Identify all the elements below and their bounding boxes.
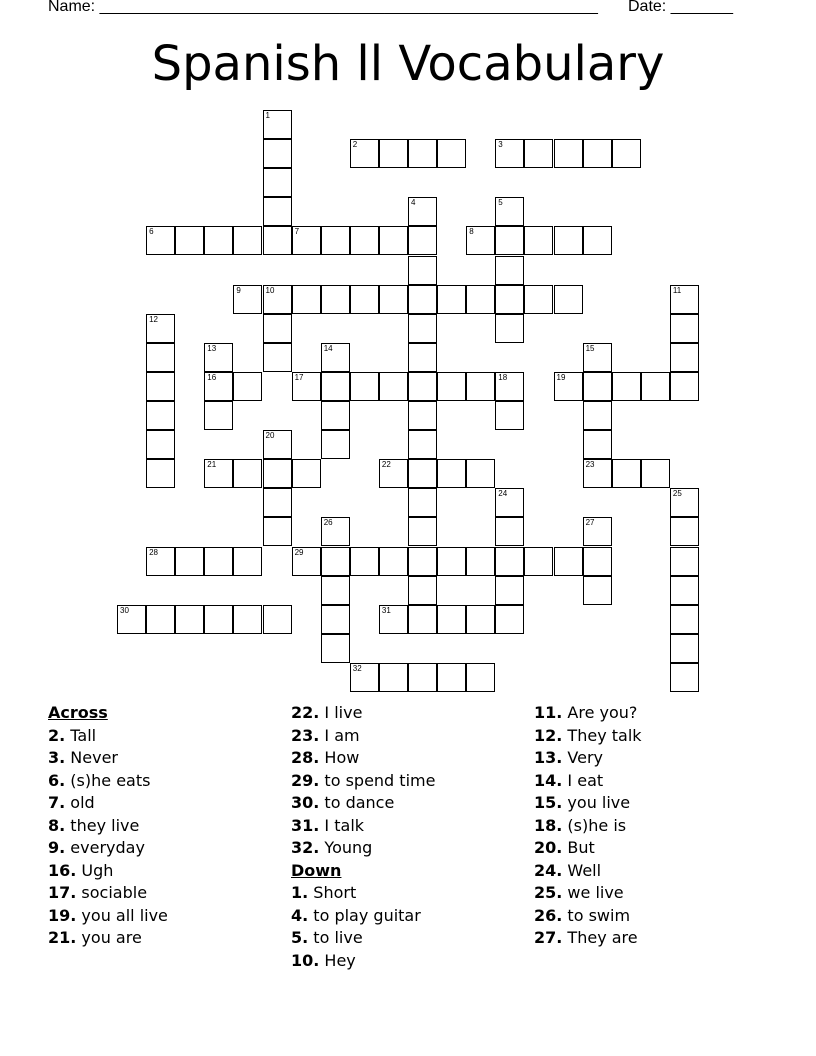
clue-item-text: you live (562, 793, 631, 812)
clue-item-number: 14. (534, 770, 563, 790)
clue-column-2 (291, 702, 435, 972)
crossword-cell[interactable] (379, 226, 408, 255)
crossword-cell[interactable] (670, 314, 699, 343)
clue-item-text: I talk (319, 815, 365, 835)
crossword-cell[interactable] (408, 226, 437, 255)
crossword-cell[interactable] (408, 547, 437, 576)
crossword-cell[interactable] (117, 605, 146, 634)
crossword-cell[interactable] (175, 226, 204, 255)
crossword-cell[interactable] (263, 430, 292, 459)
clue-number: 5 (498, 198, 503, 208)
crossword-cell[interactable] (524, 226, 553, 255)
crossword-cell[interactable] (263, 226, 292, 255)
crossword-cell[interactable] (495, 576, 524, 605)
clue-item (534, 747, 642, 770)
crossword-cell[interactable] (583, 459, 612, 488)
crossword-cell[interactable] (495, 285, 524, 314)
crossword-cell[interactable] (175, 605, 204, 634)
clue-item (291, 770, 435, 793)
crossword-cell[interactable] (233, 459, 262, 488)
clue-item-number: 10. (291, 950, 320, 970)
crossword-cell[interactable] (670, 576, 699, 605)
crossword-cell[interactable] (583, 547, 612, 576)
crossword-grid (117, 110, 699, 692)
clue-item-text: I am (319, 725, 360, 745)
clue-item (534, 905, 642, 928)
crossword-cell[interactable] (495, 401, 524, 430)
crossword-cell[interactable] (554, 139, 583, 168)
clue-item-number: 18. (534, 815, 563, 835)
clue-number: 25 (672, 489, 682, 499)
crossword-cell[interactable] (321, 576, 350, 605)
clue-number: 9 (236, 285, 241, 295)
clue-item-number: 5. (291, 928, 309, 947)
clue-item-number: 29. (291, 770, 320, 790)
clue-number: 14 (323, 343, 333, 353)
clue-item-text: But (562, 838, 595, 857)
clue-item-text: Tall (65, 725, 97, 745)
crossword-cell[interactable] (583, 139, 612, 168)
crossword-cell[interactable] (350, 663, 379, 692)
clue-item-text: Short (308, 883, 357, 902)
crossword-cell[interactable] (408, 285, 437, 314)
crossword-cell[interactable] (263, 139, 292, 168)
clue-number: 27 (585, 518, 595, 528)
clue-item-text: They talk (562, 725, 642, 745)
crossword-cell[interactable] (437, 547, 466, 576)
crossword-cell[interactable] (204, 226, 233, 255)
crossword-cell[interactable] (612, 372, 641, 401)
crossword-cell[interactable] (321, 605, 350, 634)
crossword-cell[interactable] (670, 488, 699, 517)
clue-item (534, 927, 642, 950)
crossword-cell[interactable] (408, 663, 437, 692)
clue-item-number: 23. (291, 725, 320, 745)
crossword-cell[interactable] (146, 605, 175, 634)
clue-item-number: 11. (534, 703, 563, 722)
clue-item (291, 927, 435, 950)
clue-item (291, 747, 435, 770)
crossword-cell[interactable] (495, 139, 524, 168)
clue-item (48, 882, 168, 905)
clue-item (48, 792, 168, 815)
crossword-cell[interactable] (466, 663, 495, 692)
crossword-cell[interactable] (583, 343, 612, 372)
clue-item-number: 12. (534, 725, 563, 745)
clue-item (534, 725, 642, 748)
crossword-cell[interactable] (583, 576, 612, 605)
clue-item-text: Hey (319, 950, 356, 970)
crossword-cell[interactable] (263, 168, 292, 197)
crossword-cell[interactable] (495, 256, 524, 285)
crossword-cell[interactable] (408, 139, 437, 168)
crossword-cell[interactable] (321, 401, 350, 430)
crossword-cell[interactable] (379, 139, 408, 168)
crossword-cell[interactable] (292, 226, 321, 255)
clue-item-number: 8. (48, 815, 66, 835)
clue-column-1 (48, 702, 168, 950)
clue-number: 31 (381, 605, 391, 615)
clue-item (534, 702, 642, 725)
clue-item-text: They are (562, 928, 638, 947)
crossword-cell[interactable] (437, 663, 466, 692)
clue-item-text: (s)he eats (65, 770, 151, 790)
clue-number: 30 (120, 605, 129, 615)
clue-number: 26 (323, 518, 333, 528)
clue-number: 1 (265, 111, 270, 120)
clue-item-text: to live (308, 928, 363, 947)
clue-item-number: 3. (48, 748, 66, 767)
clue-item (48, 747, 168, 770)
crossword-cell[interactable] (670, 547, 699, 576)
crossword-cell[interactable] (495, 314, 524, 343)
clue-item (291, 702, 435, 725)
crossword-cell[interactable] (263, 488, 292, 517)
clue-item-text: old (65, 793, 95, 812)
crossword-cell[interactable] (437, 285, 466, 314)
clue-number: 7 (294, 227, 300, 237)
clue-item-number: 2. (48, 725, 66, 745)
crossword-cell[interactable] (670, 517, 699, 546)
crossword-cell[interactable] (466, 605, 495, 634)
crossword-cell[interactable] (350, 372, 379, 401)
crossword-cell[interactable] (670, 605, 699, 634)
date-field-label[interactable]: Date: _______ (628, 0, 733, 15)
page-title: Spanish ll Vocabulary (151, 36, 665, 92)
clue-item-number: 22. (291, 703, 320, 722)
clue-item-text: to spend time (319, 770, 436, 790)
clue-item-number: 20. (534, 838, 563, 857)
clue-item-text: How (319, 748, 360, 767)
crossword-cell[interactable] (524, 139, 553, 168)
crossword-cell[interactable] (437, 372, 466, 401)
clue-item (291, 725, 435, 748)
clue-number: 10 (265, 285, 275, 295)
clue-column-3 (534, 702, 642, 950)
crossword-cell[interactable] (641, 459, 670, 488)
clue-item (534, 792, 642, 815)
clue-number: 17 (294, 372, 304, 382)
crossword-cell[interactable] (408, 401, 437, 430)
clue-number: 22 (381, 460, 391, 470)
crossword-cell[interactable] (263, 343, 292, 372)
crossword-cell[interactable] (554, 372, 583, 401)
clue-item-text: (s)he is (562, 815, 627, 835)
crossword-cell[interactable] (146, 459, 175, 488)
crossword-cell[interactable] (350, 547, 379, 576)
crossword-cell[interactable] (495, 517, 524, 546)
crossword-cell[interactable] (379, 547, 408, 576)
clue-item-number: 15. (534, 793, 563, 812)
clue-item-number: 25. (534, 883, 563, 902)
clue-item-text: we live (562, 883, 624, 902)
crossword-cell[interactable] (175, 547, 204, 576)
crossword-cell[interactable] (233, 285, 262, 314)
clue-item (534, 860, 642, 883)
clue-number: 2 (352, 140, 358, 150)
crossword-cell[interactable] (146, 226, 175, 255)
crossword-cell[interactable] (466, 547, 495, 576)
crossword-cell[interactable] (146, 401, 175, 430)
crossword-cell[interactable] (233, 226, 262, 255)
crossword-cell[interactable] (204, 459, 233, 488)
crossword-cell[interactable] (321, 430, 350, 459)
crossword-cell[interactable] (321, 372, 350, 401)
clue-number: 21 (207, 460, 217, 470)
crossword-cell[interactable] (495, 197, 524, 226)
clue-item (534, 770, 642, 793)
clue-item-number: 27. (534, 928, 563, 947)
crossword-cell[interactable] (263, 605, 292, 634)
clue-number: 29 (294, 547, 304, 557)
crossword-cell[interactable] (408, 517, 437, 546)
crossword-cell[interactable] (670, 343, 699, 372)
crossword-cell[interactable] (408, 459, 437, 488)
clue-item (291, 905, 435, 928)
crossword-cell[interactable] (146, 343, 175, 372)
crossword-cell[interactable] (466, 459, 495, 488)
name-date-header (48, 0, 733, 16)
crossword-cell[interactable] (321, 343, 350, 372)
crossword-cell[interactable] (524, 285, 553, 314)
down-heading: Down (291, 860, 342, 880)
crossword-cell[interactable] (321, 634, 350, 663)
clue-item-number: 19. (48, 905, 77, 925)
crossword-cell[interactable] (350, 285, 379, 314)
clue-number: 15 (585, 343, 595, 353)
crossword-cell[interactable] (408, 343, 437, 372)
clue-item-text: sociable (76, 883, 148, 902)
crossword-cell[interactable] (612, 459, 641, 488)
clue-number: 19 (556, 372, 566, 382)
crossword-cell[interactable] (292, 547, 321, 576)
clue-item-text: Well (562, 860, 602, 880)
clue-number: 20 (265, 431, 275, 441)
clue-item-text: you all live (76, 905, 168, 925)
crossword-cell[interactable] (292, 372, 321, 401)
crossword-cell[interactable] (379, 605, 408, 634)
clue-number: 8 (469, 227, 474, 237)
crossword-cell[interactable] (408, 314, 437, 343)
crossword-cell[interactable] (583, 430, 612, 459)
clue-item (291, 837, 435, 860)
clue-item-number: 9. (48, 838, 66, 857)
crossword-cell[interactable] (437, 605, 466, 634)
across-heading: Across (48, 703, 108, 722)
clue-number: 3 (498, 140, 503, 150)
crossword-cell[interactable] (466, 226, 495, 255)
clue-item-number: 17. (48, 883, 77, 902)
clue-item-text: I eat (562, 770, 604, 790)
clue-item-text: Never (65, 748, 119, 767)
clue-item-number: 32. (291, 838, 320, 857)
crossword-cell[interactable] (554, 547, 583, 576)
clue-item-text: they live (65, 815, 140, 835)
crossword-cell[interactable] (408, 576, 437, 605)
clue-item-text: Ugh (76, 860, 114, 880)
crossword-cell[interactable] (146, 314, 175, 343)
crossword-cell[interactable] (495, 488, 524, 517)
crossword-cell[interactable] (204, 547, 233, 576)
clue-item (534, 837, 642, 860)
crossword-cell[interactable] (350, 139, 379, 168)
clue-item (48, 905, 168, 928)
clue-item-number: 24. (534, 860, 563, 880)
clue-number: 13 (207, 343, 217, 353)
clue-item-text: to play guitar (308, 905, 421, 925)
crossword-cell[interactable] (146, 430, 175, 459)
crossword-cell[interactable] (408, 430, 437, 459)
crossword-cell[interactable] (670, 634, 699, 663)
crossword-cell[interactable] (204, 372, 233, 401)
clue-item (291, 950, 435, 973)
clue-item (48, 860, 168, 883)
crossword-cell[interactable] (583, 372, 612, 401)
crossword-cell[interactable] (263, 459, 292, 488)
clue-number: 32 (352, 663, 362, 673)
clue-item-number: 28. (291, 748, 320, 767)
crossword-cell[interactable] (670, 372, 699, 401)
clue-item (291, 792, 435, 815)
clue-item-text: you are (76, 928, 142, 947)
clue-item (291, 815, 435, 838)
clue-item-number: 16. (48, 860, 77, 880)
clue-item-text: everyday (65, 838, 145, 857)
crossword-cell[interactable] (233, 372, 262, 401)
crossword-cell[interactable] (292, 459, 321, 488)
clue-item-number: 30. (291, 793, 320, 812)
clue-number: 4 (411, 198, 416, 208)
clue-item-number: 6. (48, 770, 66, 790)
crossword-cell[interactable] (321, 285, 350, 314)
crossword-cell[interactable] (495, 605, 524, 634)
crossword-cell[interactable] (321, 547, 350, 576)
clue-item-number: 31. (291, 815, 320, 835)
crossword-cell[interactable] (583, 401, 612, 430)
crossword-cell[interactable] (612, 139, 641, 168)
clue-item (534, 882, 642, 905)
crossword-cell[interactable] (437, 139, 466, 168)
clue-item-number: 13. (534, 748, 563, 767)
crossword-cell[interactable] (146, 372, 175, 401)
clue-item-text: to swim (562, 905, 631, 925)
crossword-cell[interactable] (408, 256, 437, 285)
crossword-cell[interactable] (146, 547, 175, 576)
crossword-cell[interactable] (263, 314, 292, 343)
clue-item-number: 26. (534, 905, 563, 925)
clue-item (48, 815, 168, 838)
crossword-cell[interactable] (263, 285, 292, 314)
clue-item-number: 7. (48, 793, 66, 812)
crossword-cell[interactable] (495, 547, 524, 576)
clue-item-number: 4. (291, 905, 309, 925)
clue-item-text: Very (562, 748, 604, 767)
crossword-cell[interactable] (641, 372, 670, 401)
crossword-cell[interactable] (437, 459, 466, 488)
crossword-cell[interactable] (466, 285, 495, 314)
clue-number: 12 (149, 314, 158, 324)
crossword-cell[interactable] (292, 285, 321, 314)
crossword-cell[interactable] (379, 459, 408, 488)
crossword-cell[interactable] (583, 517, 612, 546)
crossword-cell[interactable] (670, 285, 699, 314)
clue-number: 18 (498, 372, 508, 382)
clue-item (534, 815, 642, 838)
crossword-cell[interactable] (204, 605, 233, 634)
crossword-cell[interactable] (263, 517, 292, 546)
crossword-cell[interactable] (233, 547, 262, 576)
crossword-cell[interactable] (233, 605, 262, 634)
crossword-cell[interactable] (379, 285, 408, 314)
crossword-cell[interactable] (321, 517, 350, 546)
clue-number: 16 (207, 372, 217, 382)
clue-item (48, 770, 168, 793)
crossword-cell[interactable] (350, 226, 379, 255)
clue-number: 28 (149, 547, 158, 557)
clue-item (48, 725, 168, 748)
crossword-cell[interactable] (408, 605, 437, 634)
clue-number: 11 (672, 285, 682, 295)
crossword-cell[interactable] (495, 226, 524, 255)
crossword-cell[interactable] (408, 488, 437, 517)
crossword-cell[interactable] (554, 226, 583, 255)
clue-item-number: 21. (48, 928, 77, 947)
clue-item-text: I live (319, 703, 363, 722)
clue-item-text: Young (319, 838, 373, 857)
clue-item (48, 927, 168, 950)
crossword-cell[interactable] (408, 197, 437, 226)
crossword-cell[interactable] (204, 401, 233, 430)
clue-number: 23 (585, 460, 595, 470)
crossword-cell[interactable] (263, 110, 292, 139)
crossword-cell[interactable] (379, 372, 408, 401)
crossword-cell[interactable] (524, 547, 553, 576)
clue-item-text: Are you? (562, 703, 638, 722)
clue-item (291, 882, 435, 905)
crossword-cell[interactable] (379, 663, 408, 692)
clue-number: 6 (149, 227, 154, 237)
clue-item-text: to dance (319, 793, 395, 812)
crossword-cell[interactable] (321, 226, 350, 255)
crossword-cell[interactable] (204, 343, 233, 372)
name-field-label[interactable]: Name: ________________________________________________________ (48, 0, 598, 15)
clue-item (48, 837, 168, 860)
clue-number: 24 (498, 489, 508, 499)
crossword-cell[interactable] (554, 285, 583, 314)
crossword-cell[interactable] (495, 372, 524, 401)
clue-item-number: 1. (291, 883, 309, 902)
crossword-cell[interactable] (583, 226, 612, 255)
crossword-cell[interactable] (263, 197, 292, 226)
crossword-cell[interactable] (466, 372, 495, 401)
crossword-cell[interactable] (670, 663, 699, 692)
crossword-cell[interactable] (408, 372, 437, 401)
